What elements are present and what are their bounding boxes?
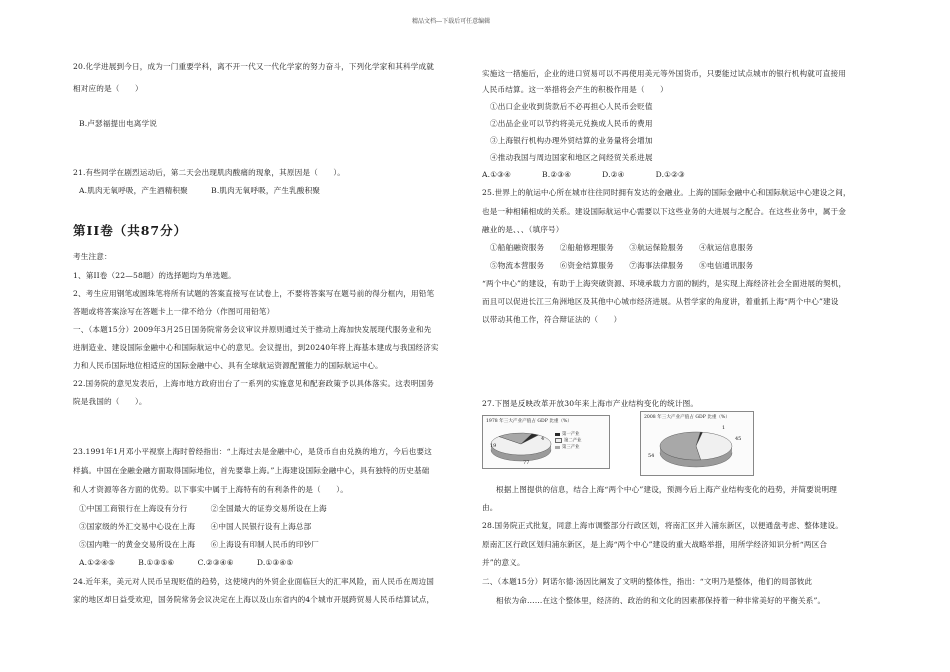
q25-line3: 融业的是、、、（填序号） [482, 225, 564, 234]
q21-line1: 21.有些同学在剧烈运动后，第二天会出现肌肉酸痛的现象，其原因是（ ）。 [73, 168, 346, 177]
part1-line2: 进制造业、建设国际金融中心和国际航运中心的意见。会议提出，到20240年将上海基本建成与我国经济实 [73, 343, 439, 352]
pie-chart-2008 [640, 411, 754, 476]
q24-line2: 家的地区却日益受欢迎，国务院常务会议决定在上海以及山东省内的4个城市开展跨贸易人民币结算试点， [73, 595, 435, 604]
q23-answers: A.①②④⑤ B.①③⑤⑥ C.②③④⑥ D.①③④⑤ [79, 558, 294, 567]
q25-line2: 也是一种相辅相成的关系。建设国际航运中心需要以下这些业务的大进展与之配合。在这些业务中，属于金 [482, 207, 846, 216]
q26-line3: 以带动其他工作，符合辩证法的（ ） [482, 315, 622, 324]
q24-option-1: ①出口企业收到货款后不必再担心人民币会贬值 [490, 102, 653, 111]
q26-line1: “两个中心”的建设，有助于上海突破资源、环境承载力方面的制约，是实现上海经济社会全面进展的契机， [482, 279, 847, 288]
legend-swatch-secondary [555, 438, 562, 443]
q27-line2: 根据上图提供的信息，结合上海“两个中心”建设，预测今后上海产业结构变化的趋势，并简要说明理 [496, 485, 838, 494]
pie-chart-1978 [482, 415, 610, 469]
q28-line1: 28.国务院正式批复，同意上海市调整部分行政区划，将南汇区并入浦东新区，以便通盘考虑、整体建设。 [482, 521, 843, 530]
q24-option-2: ②出品企业可以节约将美元兑换成人民币的费用 [490, 119, 653, 128]
q28-line3: 并”的意义。 [482, 558, 525, 567]
q23-option-row2: ③国家级的外汇交易中心设在上海 ④中国人民银行设有上海总部 [79, 522, 312, 531]
q21-options: A.肌肉无氧呼吸，产生酒精积聚 B.肌肉无氧呼吸，产生乳酸积聚 [79, 186, 321, 195]
q23-line1: 23.1991年1月邓小平视察上海时曾经指出：“上海过去是金融中心，是货币自由兑换的地方，今后也要这 [73, 447, 432, 456]
legend-swatch-tertiary [555, 446, 560, 449]
q23-line3: 和人才资源等各方面的优势。以下事实中属于上海特有的有利条件的是（ ）。 [73, 485, 348, 494]
q24-option-4: ④推动我国与周边国家和地区之间经贸关系进展 [490, 153, 653, 162]
q25-line1: 25.世界上的航运中心所在城市往往同时拥有发达的金融业。上海的国际金融中心和国际航运中心建设之间， [482, 188, 851, 197]
legend-1978-label-2: 第二产业 [564, 438, 582, 444]
q23-option-row1: ①中国工商银行在上海设有分行 ②全国最大的证券交易所设在上海 [79, 504, 327, 513]
pie-2008-label-1: 1 [722, 425, 726, 431]
pie-2008-svg [641, 412, 753, 475]
part1-line3: 力和人民币国际地位相适应的国际金融中心、具有全球航运资源配置能力的国际航运中心。 [73, 361, 383, 370]
note-2b: 答题或将答案涂写在答题卡上一律不给分（作图可用铅笔） [73, 307, 275, 316]
q24-option-3: ③上海银行机构办理外贸结算的业务量将会增加 [490, 136, 653, 145]
q24-cont-line2: 人民币结算。这一举措将会产生的积极作用是（ ） [482, 85, 668, 94]
q24-cont-line1: 实施这一措施后，企业的进口贸易可以不再使用美元等外国货币，只要能过试点城市的银行机构就可直接用 [482, 69, 846, 78]
legend-1978-item-3 [555, 445, 582, 451]
pie-2008-label-45: 45 [735, 436, 742, 442]
part1-line1: 一、（本题15分）2009年3月25日国务院常务会议审议并原则通过关于推动上海加快发展现代服务业和先 [73, 325, 432, 334]
pie-1978-label-19: 19 [490, 443, 497, 449]
q24-answers: A.①③④ B.②③④ D.②④ D.①②③ [482, 170, 686, 179]
q22-line1: 22.国务院的意见发表后，上海市地方政府出台了一系列的实施意见和配套政策予以具体落实。这表明国务 [73, 379, 434, 388]
section-title: 第II卷（共87分） [73, 223, 188, 238]
chart-2008-title: 2008 年三大产业产值占 GDP 比重（%） [644, 415, 731, 420]
note-1: 1、第II卷（22—58题）的选择题均为单选题。 [73, 271, 236, 280]
q27-line1: 27.下图是反映改革开放30年来上海市产业结构变化的统计图。 [482, 399, 699, 408]
pie-2008-label-54: 54 [648, 453, 655, 459]
pie-1978-label-4: 4 [541, 436, 545, 442]
q26-line2: 而且可以促进长江三角洲地区及其他中心城市经济进展。从哲学家的角度讲，着重抓上海“两个中心”建设 [482, 297, 839, 306]
q20-line1: 20.化学进展到今日，成为一门重要学科，离不开一代又一代化学家的努力奋斗，下列化学家和其科学成就 [73, 62, 434, 71]
q27-line3: 由。 [482, 503, 498, 512]
q25-option-row1: ①船舶融资服务 ②船舶修理服务 ③航运保险服务 ④航运信息服务 [490, 243, 754, 252]
page-header: 精品文档---下载后可任意编辑 [412, 18, 491, 25]
q23-option-row3: ⑤国内唯一的黄金交易所设在上海 ⑥上海设有印制人民币的印钞厂 [79, 540, 320, 549]
part2-line1: 二、（本题15分）阿诺尔德·汤因比阐发了文明的整体性，指出：“文明乃是整体，他们的局部彼此 [482, 577, 813, 586]
pie-1978-label-77: 77 [523, 460, 530, 466]
chart-1978-title: 1978 年三大产业产值占 GDP 比重（%） [486, 419, 573, 424]
legend-1978-label-3: 第三产业 [562, 445, 580, 451]
part2-line2: 相依为命……在这个整体里，经济的、政治的和文化的因素都保持着一种非常美好的平衡关系”。 [496, 596, 826, 605]
chart-1978-legend [555, 432, 582, 452]
q24-line1: 24.近年来，美元对人民币呈现贬值的趋势，这使境内的外贸企业面临巨大的汇率风险，而人民币在周边国 [73, 577, 434, 586]
legend-1978-label-1: 第一产业 [562, 432, 580, 437]
q20-line2: 相对应的是（ ） [73, 84, 143, 93]
note-2a: 2、考生应用钢笔或圆珠笔将所有试题的答案直接写在试卷上，不要将答案写在题号前的得分框内，用铅笔 [73, 289, 435, 298]
legend-swatch-primary [555, 433, 560, 436]
q28-line2: 原南汇区行政区划归浦东新区，是上海“两个中心”建设的重大战略举措，用所学经济知识分析“两区合 [482, 540, 828, 549]
pie-1978-svg [483, 416, 609, 468]
q20-option-b: B.卢瑟福提出电离学说 [79, 119, 157, 128]
q25-option-row2: ⑤物流本营服务 ⑥资金结算服务 ⑦海事法律服务 ⑧电信通讯服务 [490, 261, 754, 270]
notes-title: 考生注意： [73, 252, 112, 261]
q23-line2: 样搞。中国在金融金融方面取得国际地位，首先要靠上海。”上海建设国际金融中心，具有独特的历史基础 [73, 466, 430, 475]
q22-line2: 院是我国的（ ）。 [73, 397, 147, 406]
